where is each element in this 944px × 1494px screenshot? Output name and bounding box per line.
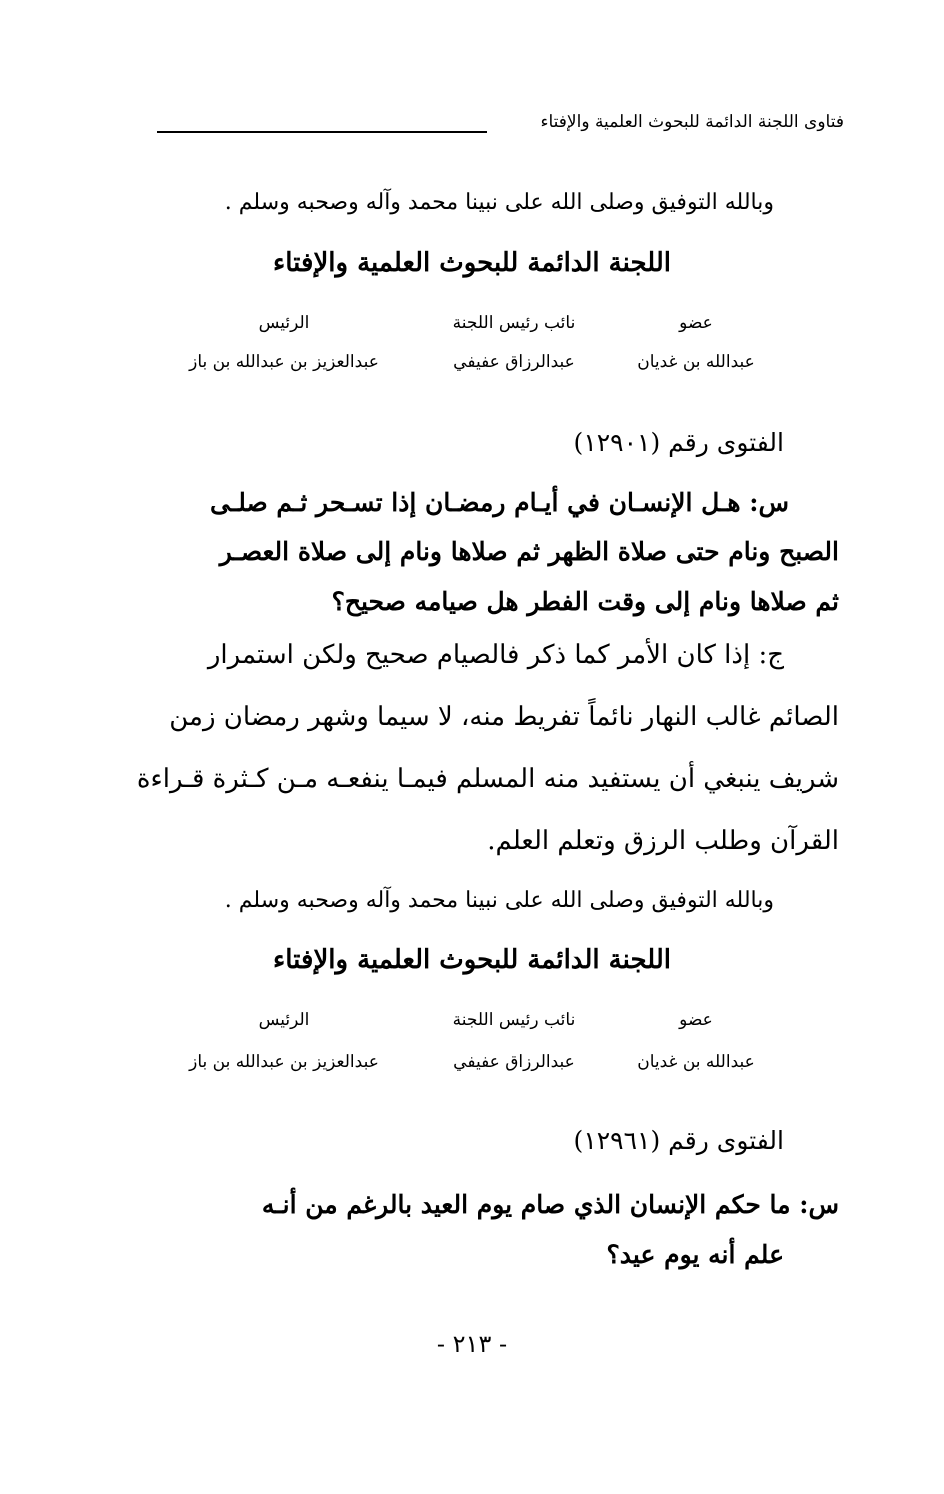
signatory-role-vice-chair: نائب رئيس اللجنة — [452, 313, 576, 333]
signatory-role-vice-chair: نائب رئيس اللجنة — [452, 1010, 576, 1030]
signatory-name-chair: عبدالعزيز بن عبدالله بن باز — [189, 1052, 379, 1072]
closing-formula: وبالله التوفيق وصلى الله على نبينا محمد وآله وصحبه وسلم . — [224, 190, 774, 215]
question-line: الصبح ونام حتى صلاة الظهر ثم صلاها ونام إلى صلاة العصـر — [219, 537, 839, 566]
signatory-role-member: عضو — [679, 313, 713, 333]
page-number: - ٢١٣ - — [436, 1330, 508, 1358]
running-header-title: فتاوى اللجنة الدائمة للبحوث العلمية والإفتاء — [540, 112, 844, 132]
question-line: علم أنه يوم عيد؟ — [606, 1240, 784, 1269]
signatory-name-vice-chair: عبدالرزاق عفيفي — [453, 352, 575, 372]
signatory-name-chair: عبدالعزيز بن عبدالله بن باز — [189, 352, 379, 372]
question-line: س: هـل الإنسـان في أيـام رمضـان إذا تسـحر ثـم صلـى — [210, 488, 789, 517]
signatory-name-vice-chair: عبدالرزاق عفيفي — [453, 1052, 575, 1072]
answer-line: القرآن وطلب الرزق وتعلم العلم. — [487, 826, 839, 856]
header-rule — [157, 131, 487, 133]
closing-formula: وبالله التوفيق وصلى الله على نبينا محمد وآله وصحبه وسلم . — [224, 888, 774, 913]
answer-line: الصائم غالب النهار نائماً تفريط منه، لا سيما وشهر رمضان زمن — [169, 702, 839, 732]
signatory-role-chair: الرئيس — [258, 1010, 310, 1030]
signatory-role-member: عضو — [679, 1010, 713, 1030]
fatwa-number: الفتوى رقم (١٢٩٦١) — [573, 1126, 784, 1155]
committee-name: اللجنة الدائمة للبحوث العلمية والإفتاء — [273, 248, 671, 278]
signatory-name-member: عبدالله بن غديان — [637, 1052, 755, 1072]
committee-name: اللجنة الدائمة للبحوث العلمية والإفتاء — [273, 945, 671, 975]
signatory-role-chair: الرئيس — [258, 313, 310, 333]
fatwa-number: الفتوى رقم (١٢٩٠١) — [573, 428, 784, 457]
answer-line: شريف ينبغي أن يستفيد منه المسلم فيمـا ينفعـه مـن كـثرة قـراءة — [136, 764, 839, 794]
question-line: س: ما حكم الإنسان الذي صام يوم العيد بالرغم من أنـه — [261, 1190, 839, 1219]
signatory-name-member: عبدالله بن غديان — [637, 352, 755, 372]
question-line: ثم صلاها ونام إلى وقت الفطر هل صيامه صحيح؟ — [331, 587, 839, 616]
answer-line: ج: إذا كان الأمر كما ذكر فالصيام صحيح ولكن استمرار — [207, 640, 784, 670]
